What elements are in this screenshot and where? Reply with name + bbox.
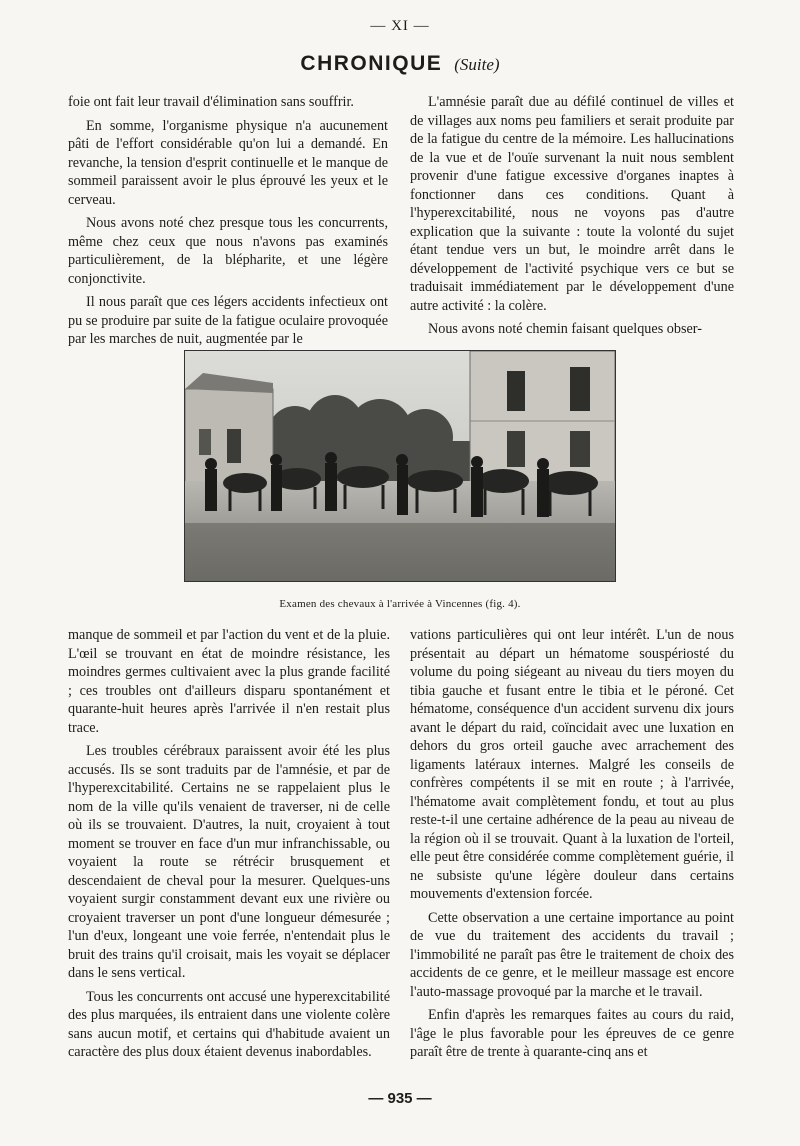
- photograph-horses-vincennes: [184, 350, 616, 582]
- paragraph: Tous les concurrents ont accusé une hyperexcitabilité des plus marquées, ils entraient dans une violente colère sans aucun motif, et certains qui d'habitude avaient un caractère des plus doux étaient devenus inabordables.: [68, 988, 390, 1060]
- paragraph: Les troubles cérébraux paraissent avoir été les plus accusés. Ils se sont traduits par de l'amnésie, et par de l'hyperexcitabilité. Certains ne se rappelaient plus le nom de la ville qu'ils venaient de traverser, ni de celle où ils se trouvaient. D'autres, la nuit, croyaient à tout moment se trouver en face d'un mur infranchissable, ou voyaient la route se rétrécir brusquement et descendaient de cheval pour la mesurer. Quelques-uns voyaient surgir constamment devant eux une rivière ou croyaient traverser un pont d'une longueur démesurée ; l'un d'eux, longeant une voie ferrée, n'entendait plus le bruit des trains qu'il croisait, mais les voyait se déplacer dans le sens vertical.: [68, 743, 390, 981]
- paragraph: Il nous paraît que ces légers accidents infectieux ont pu se produire par suite de la fatigue oculaire provoquée par les marches de nuit, augmentée par le: [68, 294, 388, 347]
- paragraph: Enfin d'après les remarques faites au cours du raid, l'âge le plus favorable pour les épreuves de ce genre paraît être de trente à quarante-cinq ans et: [410, 1007, 734, 1060]
- photo-illustration: [185, 351, 615, 581]
- column-bottom-left: [68, 626, 390, 1067]
- title-main: CHRONIQUE: [300, 52, 443, 75]
- paragraph: foie ont fait leur travail d'élimination sans souffrir.: [68, 94, 354, 110]
- paragraph: vations particulières qui ont leur intérêt. L'un de nous présentait au départ un hématome souspériosté du volume du poing siégeant au niveau du tiers moyen du tibia gauche et fusant entre le tibia et le péroné. Cet hématome, conséquence d'un accident survenu dix jours avant le départ du raid, coïncidait avec une luxation en dehors du gros orteil gauche avec arrachement des ligaments latéraux internes. Malgré les conseils de confrères compétents il se mit en route ; à l'arrivée, l'hématome avait complètement fondu, et tout au plus reste-t-il une certaine adhérence de la peau au niveau de la région où il se trouvait. Quant à la luxation de l'orteil, elle peut être considérée comme complètement guérie, il ne subsiste qu'une légère douleur dans certains mouvements d'extension forcée.: [410, 627, 734, 902]
- column-top-left: [68, 93, 388, 354]
- paragraph: En somme, l'organisme physique n'a aucunement pâti de l'effort considérable qu'on lui a demandé. En revanche, la tension d'esprit continuelle et le manque de sommeil paraissent avoir le plus éprouvé les yeux et le cerveau.: [68, 117, 388, 208]
- paragraph: manque de sommeil et par l'action du vent et de la pluie. L'œil se trouvant en état de moindre résistance, les moindres germes cultivaient avec la plus grande facilité ; ces troubles ont d'ailleurs disparu spontanément et quarante-huit heures après l'arrivée il n'en restait plus trace.: [68, 627, 390, 736]
- column-top-right: [410, 93, 734, 344]
- figure-caption: Examen des chevaux à l'arrivée à Vincennes (fig. 4).: [279, 598, 521, 610]
- title-suite: (Suite): [454, 55, 500, 74]
- paragraph: Nous avons noté chemin faisant quelques obser-: [428, 321, 702, 337]
- paragraph: Nous avons noté chez presque tous les concurrents, même chez ceux que nous n'avons pas examinés particulièrement, de la blépharite, et une légère conjonctivite.: [68, 215, 388, 287]
- paragraph: L'amnésie paraît due au défilé continuel de villes et de villages aux noms peu familiers et serait produite par de la fatigue du centre de la mémoire. Les hallucinations de la vue et de l'ouïe survenant la nuit nous semblent provenir d'une fatigue excessive d'organes inaptes à fonctionner dans ces conditions. Quant à l'hyperexcitabilité, nous ne voyons pas d'autre explication que la suivante : toute la volonté du sujet étant tendue vers un but, le moindre arrêt dans le développement de l'activité psychique vers ce but se traduisait immédiatement par le développement d'une autre activité : la colère.: [410, 94, 734, 314]
- page-header-number: — XI —: [370, 18, 430, 34]
- page-number: — 935 —: [368, 1090, 432, 1107]
- section-title: [0, 52, 800, 76]
- column-bottom-right: [410, 626, 734, 1067]
- paragraph: Cette observation a une certaine importance au point de vue du traitement des accidents du travail ; l'immobilité ne paraît pas être le traitement de choix des accidents de ce genre, et le meilleur massage est encore l'auto-massage provoqué par la marche et le travail.: [410, 909, 734, 1000]
